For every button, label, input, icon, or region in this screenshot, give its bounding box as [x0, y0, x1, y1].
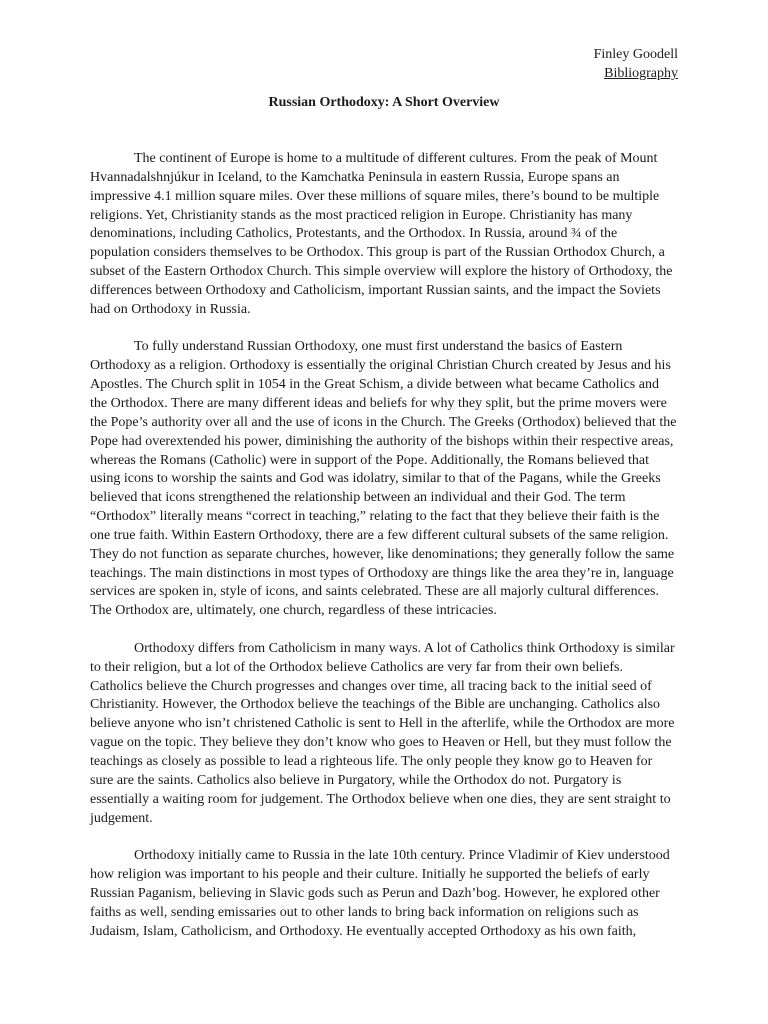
paragraph: Orthodoxy initially came to Russia in the late 10th century. Prince Vladimir of Kiev understood how religion was important to his people and their culture. Initially he supported the beliefs of early Russian Paganism, believing in Slavic gods such as Perun and Dazh’bog. However, he explored other faiths as well, sending emissaries out to other lands to bring back information on religions such as Judaism, Islam, Catholicism, and Orthodoxy. He eventually accepted Orthodoxy as his own faith, — [90, 848, 670, 939]
paragraph: Orthodoxy differs from Catholicism in many ways. A lot of Catholics think Orthodoxy is similar to their religion, but a lot of the Orthodox believe Catholics are very far from their own beliefs. Catholics believe the Church progresses and changes over time, all tracing back to the initial seed of Christianity. However, the Orthodox believe the teachings of the Bible are unchanging. Catholics also believe anyone who isn’t christened Catholic is sent to Hell in the afterlife, while the Orthodox are more vague on the topic. They believe they don’t know who goes to Heaven or Hell, but they must follow the teachings as closely as possible to lead a righteous life. The only people they know go to Heaven for sure are the saints. Catholics also believe in Purgatory, while the Orthodox do not. Purgatory is essentially a waiting room for judgement. The Orthodox believe when one dies, they are sent straight to judgement. — [90, 640, 675, 826]
bibliography-link[interactable]: Bibliography — [604, 66, 678, 81]
author-name: Finley Goodell — [593, 47, 678, 62]
document-body — [90, 150, 678, 960]
paragraph: The continent of Europe is home to a multitude of different cultures. From the peak of Mount Hvannadalshnjúkur in Iceland, to the Kamchatka Peninsula in eastern Russia, Europe spans an impressive 4.1 million square miles. Over these millions of square miles, there’s bound to be multiple religions. Yet, Christianity stands as the most practiced religion in Europe. Christianity has many denominations, including Catholics, Protestants, and the Orthodox. In Russia, around ¾ of the population considers themselves to be Orthodox. This group is part of the Russian Orthodox Church, a subset of the Eastern Orthodox Church. This simple overview will explore the history of Orthodoxy, the differences between Orthodoxy and Catholicism, important Russian saints, and the impact the Soviets had on Orthodoxy in Russia. — [90, 151, 673, 317]
paragraph: To fully understand Russian Orthodoxy, one must first understand the basics of Eastern Orthodoxy as a religion. Orthodoxy is essentially the original Christian Church created by Jesus and his Apostles. The Church split in 1054 in the Great Schism, a divide between what became Catholics and the Orthodox. There are many different ideas and beliefs for why they split, but the prime movers were the Pope’s authority over all and the use of icons in the Church. The Greeks (Orthodox) believed that the Pope had overextended his power, diminishing the authority of the bishops within their respective areas, whereas the Romans (Catholic) were in support of the Pope. Additionally, the Romans believed that using icons to worship the saints and God was idolatry, similar to that of the Pagans, while the Greeks believed that icons strengthened the relationship between an individual and their God. The term “Orthodox” literally means “correct in teaching,” relating to the fact that they believe their faith is the one true faith. Within Eastern Orthodoxy, there are a few different cultural subsets of the same religion. They do not function as separate churches, however, like denominations; they generally follow the same teachings. The main distinctions in most types of Orthodoxy are things like the area they’re in, language services are spoken in, style of icons, and saints celebrated. These are all majorly cultural differences. The Orthodox are, ultimately, one church, regardless of these intricacies. — [90, 339, 677, 619]
document-title: Russian Orthodoxy: A Short Overview — [268, 95, 500, 110]
page-header — [594, 45, 678, 83]
